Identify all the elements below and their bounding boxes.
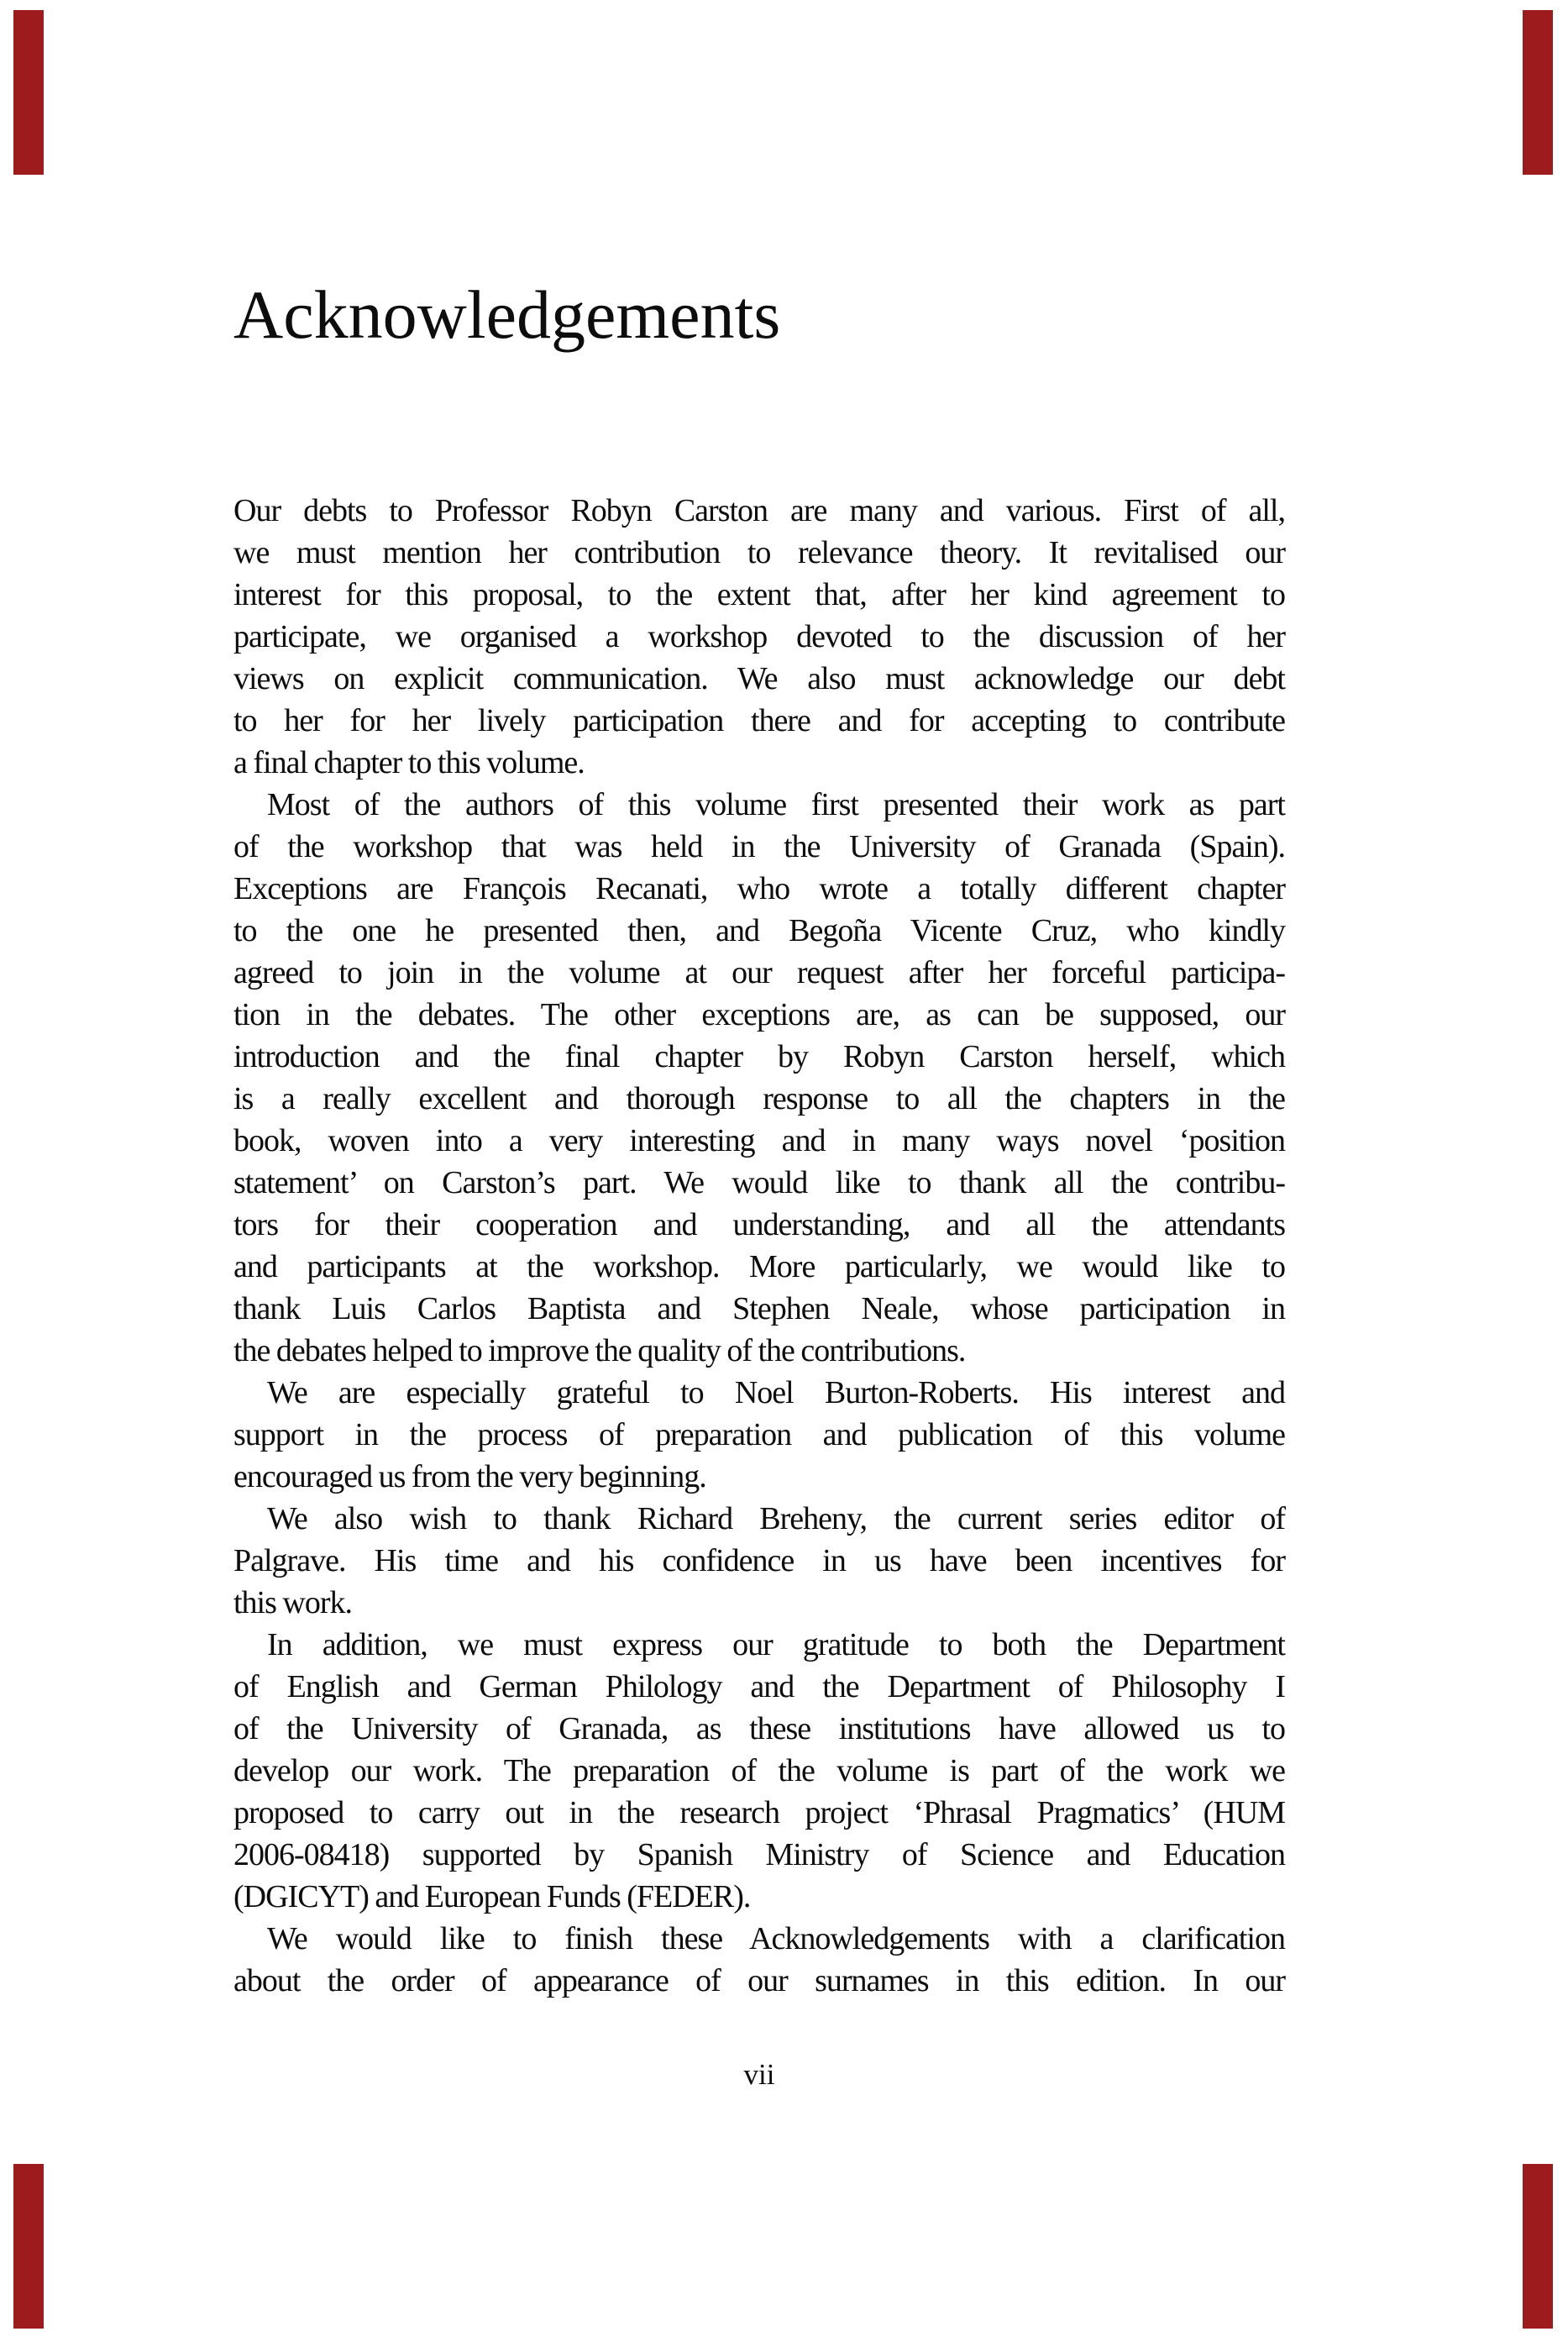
text-line: We are especially grateful to Noel Burton-Roberts. His interest and (267, 1375, 1285, 1410)
body-text (233, 490, 1285, 2002)
text-line: proposed to carry out in the research project ‘Phrasal Pragmatics’ (HUM (233, 1795, 1285, 1830)
scan-edge-mark-top-left (13, 10, 44, 175)
text-line: We also wish to thank Richard Breheny, the current series editor of (267, 1501, 1285, 1536)
scan-edge-mark-bottom-right (1523, 2164, 1553, 2329)
page-number: vii (743, 2058, 775, 2091)
text-line: agreed to join in the volume at our request after her forceful participa- (233, 955, 1285, 990)
text-line: tors for their cooperation and understanding, and all the attendants (233, 1207, 1285, 1242)
text-line: views on explicit communication. We also must acknowledge our debt (233, 661, 1285, 696)
page-title: Acknowledgements (233, 276, 781, 353)
text-line: (DGICYT) and European Funds (FEDER). (233, 1879, 751, 1914)
text-line: tion in the debates. The other exceptions are, as can be supposed, our (233, 997, 1285, 1032)
text-line: of the workshop that was held in the University of Granada (Spain). (233, 829, 1285, 864)
paragraph (233, 784, 1285, 1372)
text-line: In addition, we must express our gratitude to both the Department (267, 1627, 1285, 1662)
paragraph (233, 1624, 1285, 1918)
text-line: a final chapter to this volume. (233, 745, 585, 780)
text-line: Most of the authors of this volume first presented their work as part (267, 787, 1285, 822)
text-line: and participants at the workshop. More particularly, we would like to (233, 1249, 1285, 1284)
text-line: encouraged us from the very beginning. (233, 1459, 706, 1494)
text-line: we must mention her contribution to relevance theory. It revitalised our (233, 535, 1285, 570)
text-line: Palgrave. His time and his confidence in us have been incentives for (233, 1543, 1285, 1578)
text-line: statement’ on Carston’s part. We would like to thank all the contribu- (233, 1165, 1285, 1200)
text-line: book, woven into a very interesting and in many ways novel ‘position (233, 1123, 1285, 1158)
paragraph (233, 490, 1285, 784)
text-line: We would like to finish these Acknowledgements with a clarification (267, 1921, 1285, 1956)
text-line: thank Luis Carlos Baptista and Stephen Neale, whose participation in (233, 1291, 1285, 1326)
paragraph (233, 1498, 1285, 1624)
text-line: about the order of appearance of our surnames in this edition. In our (233, 1963, 1285, 1998)
text-line: participate, we organised a workshop devoted to the discussion of her (233, 619, 1285, 654)
text-line: Exceptions are François Recanati, who wrote a totally different chapter (233, 871, 1285, 906)
text-line: the debates helped to improve the quality of the contributions. (233, 1333, 966, 1368)
text-line: this work. (233, 1585, 352, 1620)
text-line: interest for this proposal, to the extent that, after her kind agreement to (233, 577, 1285, 612)
text-line: of the University of Granada, as these institutions have allowed us to (233, 1711, 1285, 1746)
text-line: to her for her lively participation there and for accepting to contribute (233, 703, 1285, 738)
scan-edge-mark-bottom-left (13, 2164, 44, 2329)
paragraph (233, 1918, 1285, 2002)
text-line: support in the process of preparation and publication of this volume (233, 1417, 1285, 1452)
text-line: of English and German Philology and the Department of Philosophy I (233, 1669, 1285, 1704)
text-line: 2006-08418) supported by Spanish Ministry of Science and Education (233, 1837, 1285, 1872)
text-line: Our debts to Professor Robyn Carston are many and various. First of all, (233, 493, 1285, 528)
scan-edge-mark-top-right (1523, 10, 1553, 175)
paragraph (233, 1372, 1285, 1498)
text-line: develop our work. The preparation of the volume is part of the work we (233, 1753, 1285, 1788)
text-line: introduction and the final chapter by Robyn Carston herself, which (233, 1039, 1285, 1074)
text-line: is a really excellent and thorough response to all the chapters in the (233, 1081, 1285, 1116)
text-line: to the one he presented then, and Begoña Vicente Cruz, who kindly (233, 913, 1285, 948)
